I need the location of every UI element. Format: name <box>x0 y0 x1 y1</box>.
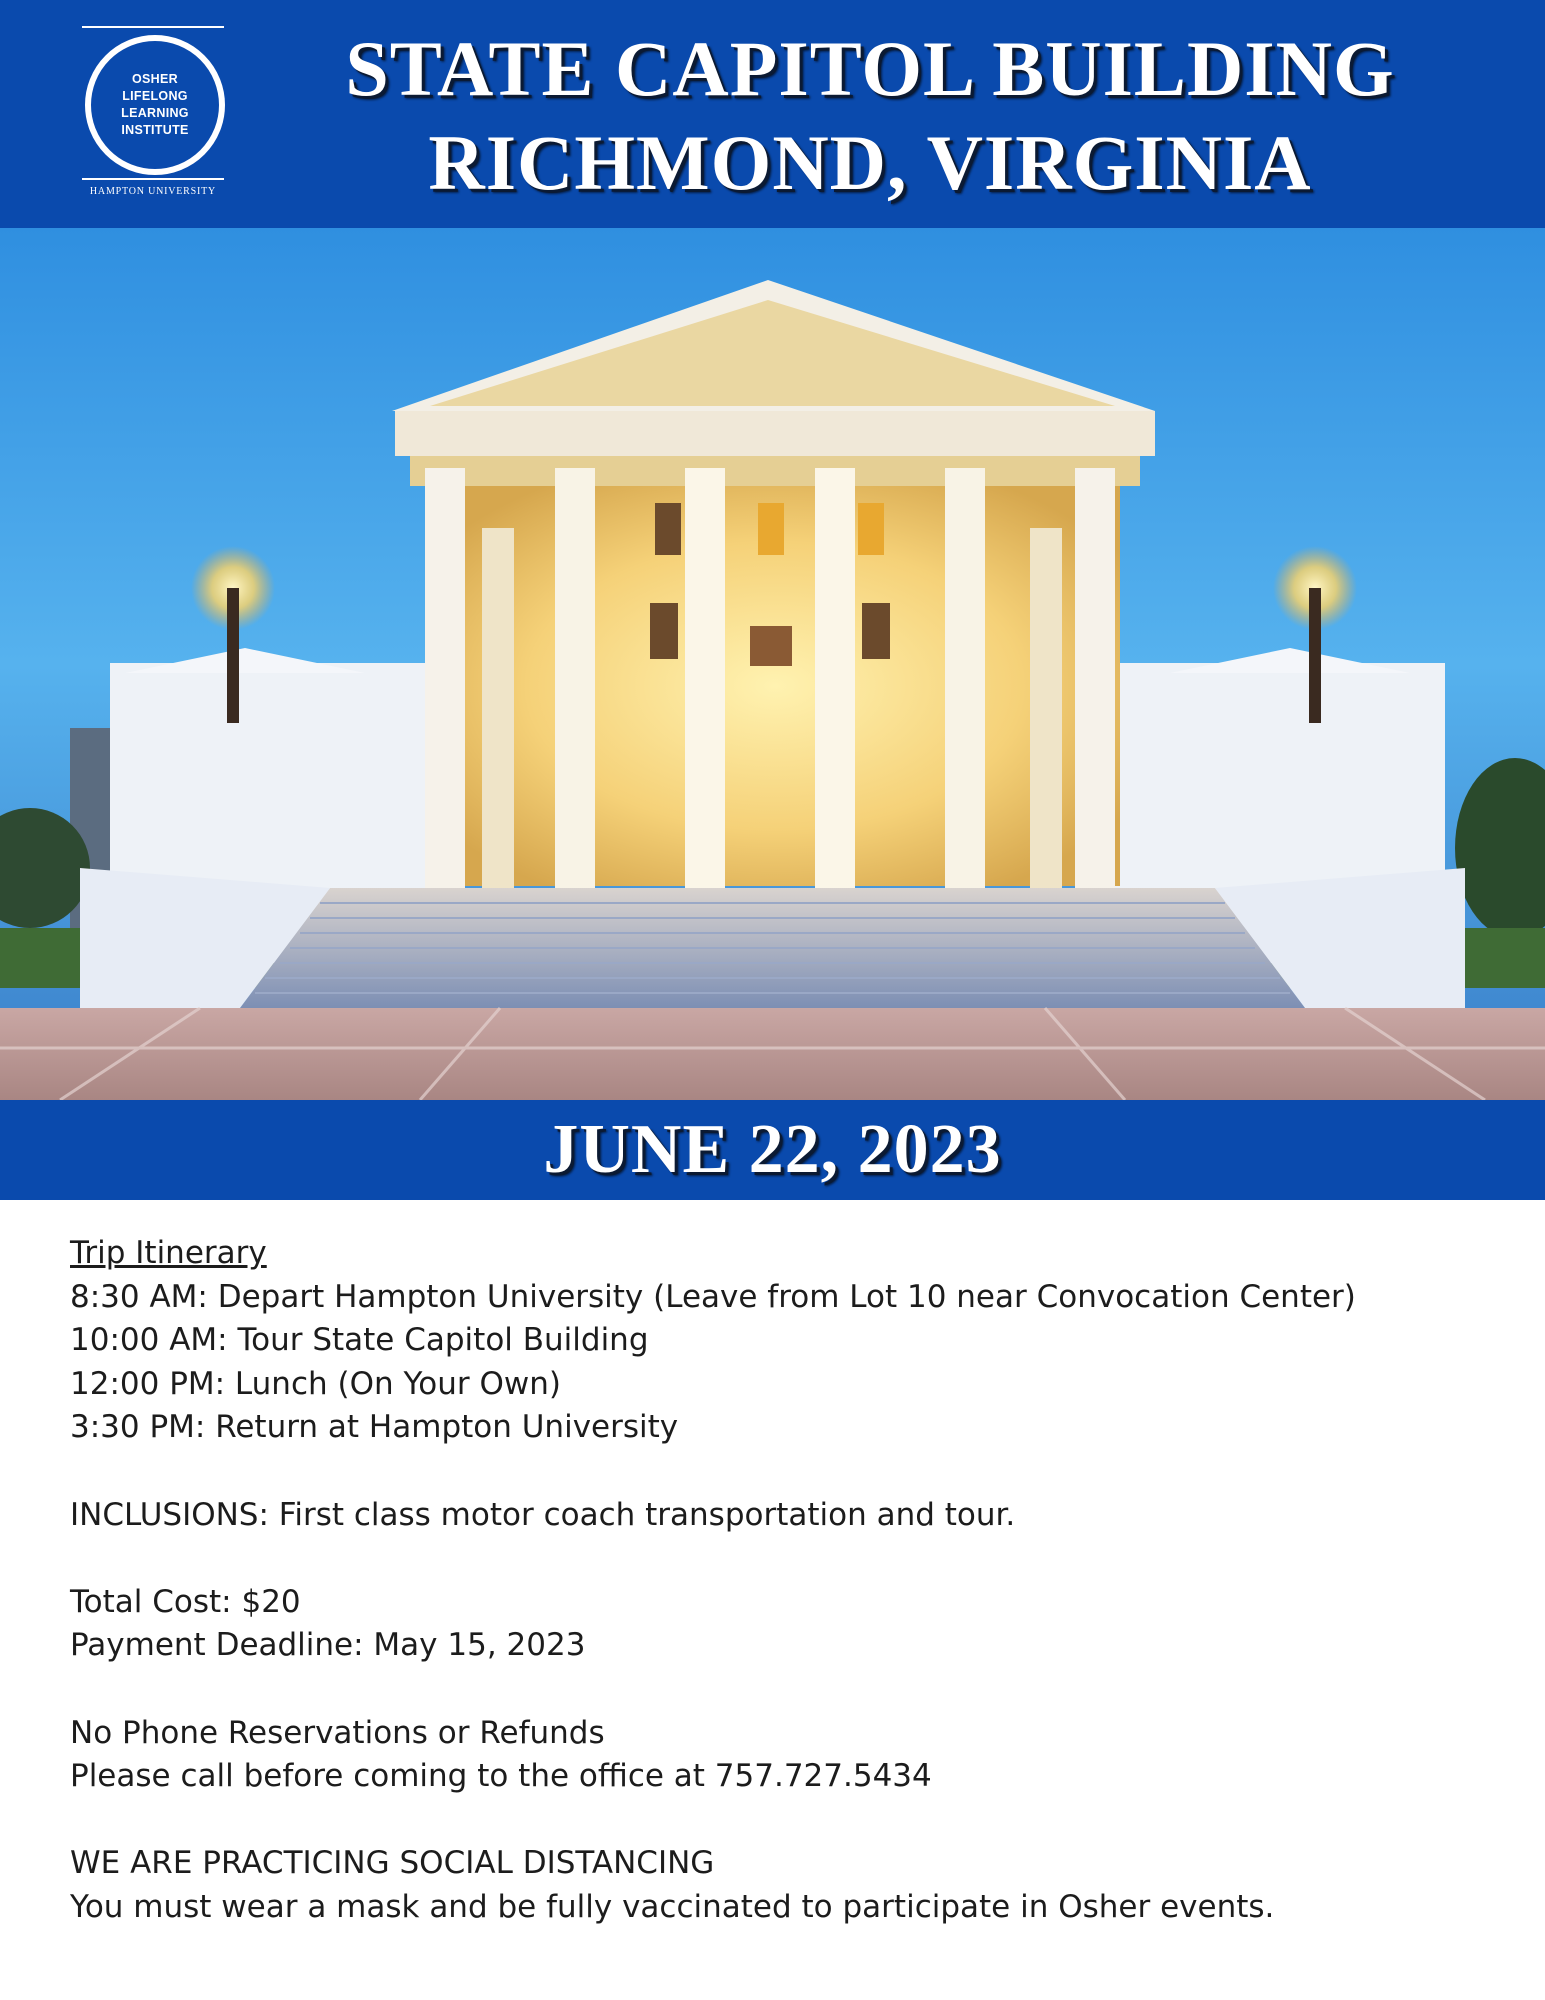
refund-policy: No Phone Reservations or Refunds <box>70 1714 605 1751</box>
itinerary-heading: Trip Itinerary <box>70 1235 267 1271</box>
spacer <box>70 1537 1490 1581</box>
logo-bottom-rule <box>82 178 224 180</box>
office-phone-note: Please call before coming to the office at 757.727.5434 <box>70 1758 932 1795</box>
itinerary-item: 8:30 AM: Depart Hampton University (Leave from Lot 10 near Convocation Center) <box>70 1278 1356 1315</box>
itinerary-item: 10:00 AM: Tour State Capitol Building <box>70 1322 649 1359</box>
spacer <box>70 1450 1490 1494</box>
inclusions-text: INCLUSIONS: First class motor coach transportation and tour. <box>70 1496 1016 1533</box>
page-title-line1: STATE CAPITOL BUILDING <box>345 25 1395 112</box>
event-date: JUNE 22, 2023 <box>543 1111 1002 1188</box>
spacer <box>70 1799 1490 1843</box>
total-cost: Total Cost: $20 <box>70 1583 301 1620</box>
date-banner <box>0 1100 1545 1200</box>
trip-details <box>70 1232 1490 1930</box>
osher-logo <box>82 26 224 198</box>
itinerary-item: 12:00 PM: Lunch (On Your Own) <box>70 1365 562 1402</box>
distancing-notice: WE ARE PRACTICING SOCIAL DISTANCING <box>70 1845 715 1882</box>
spacer <box>70 1668 1490 1712</box>
payment-deadline: Payment Deadline: May 15, 2023 <box>70 1627 586 1664</box>
mask-requirement: You must wear a mask and be fully vaccinated to participate in Osher events. <box>70 1888 1275 1925</box>
logo-text: OSHER LIFELONG LEARNING INSTITUTE <box>121 72 189 137</box>
logo-university: HAMPTON UNIVERSITY <box>89 186 217 197</box>
logo-ring <box>85 35 225 175</box>
header-banner <box>0 0 1545 228</box>
page-title-line2: RICHMOND, VIRGINIA <box>428 119 1312 206</box>
logo-top-rule <box>82 26 224 28</box>
capitol-photo <box>0 228 1545 1100</box>
itinerary-item: 3:30 PM: Return at Hampton University <box>70 1409 679 1446</box>
